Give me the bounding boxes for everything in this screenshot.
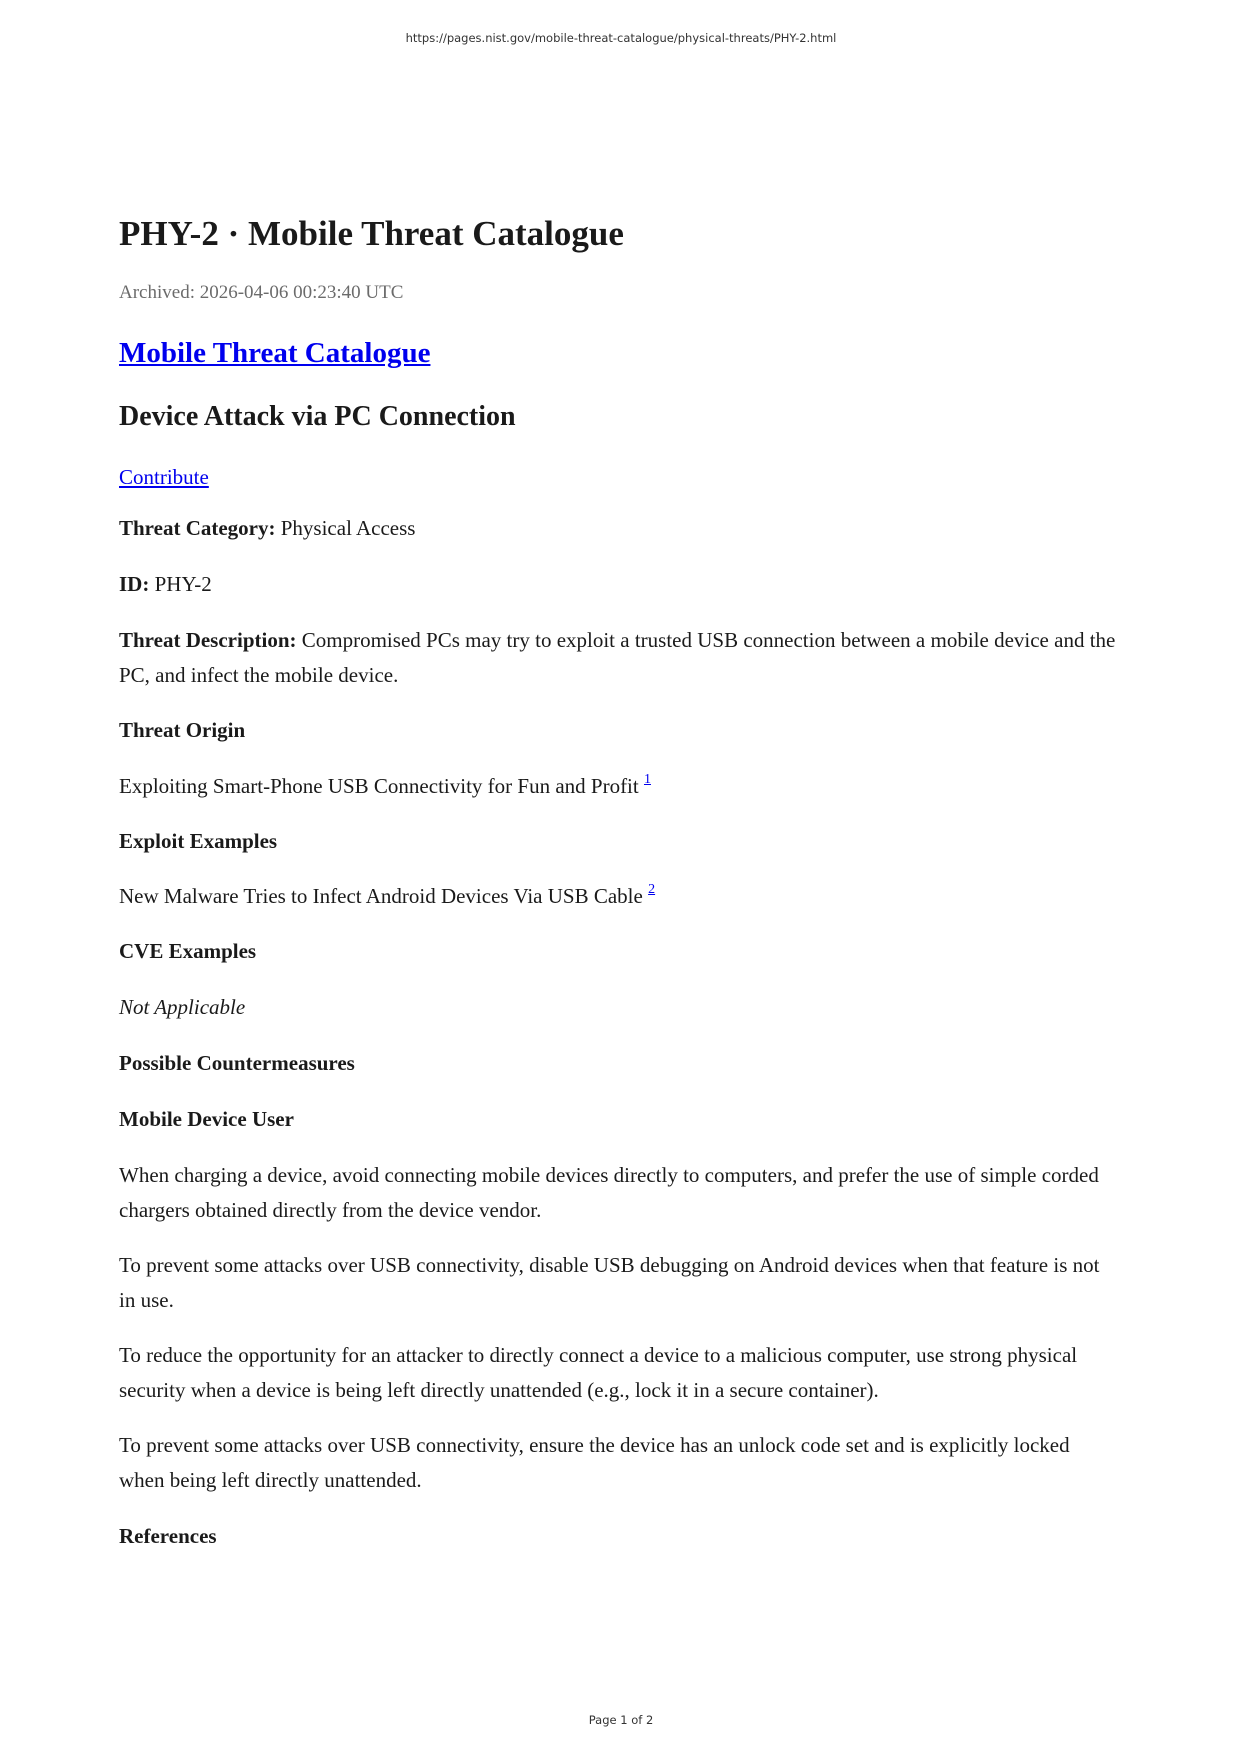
- archived-timestamp: Archived: 2026-04-06 00:23:40 UTC: [119, 282, 404, 303]
- print-header-url: https://pages.nist.gov/mobile-threat-catalogue/physical-threats/PHY-2.html: [405, 31, 837, 45]
- threat-id-value: PHY-2: [154, 572, 212, 596]
- threat-id-label: ID:: [119, 572, 150, 596]
- threat-title: Device Attack via PC Connection: [119, 401, 516, 432]
- threat-origin-text: Exploiting Smart-Phone USB Connectivity for Fun and Profit: [119, 774, 639, 798]
- threat-id: [119, 567, 1119, 602]
- exploit-examples-heading: Exploit Examples: [119, 829, 278, 853]
- countermeasure-paragraph: To prevent some attacks over USB connectivity, ensure the device has an unlock code set and is explicitly locked when being left directly unattended.: [119, 1433, 1070, 1492]
- page-title: PHY-2 · Mobile Threat Catalogue: [119, 214, 624, 253]
- contribute-link[interactable]: Contribute: [119, 465, 209, 489]
- threat-category: [119, 511, 1119, 546]
- footnote-ref-2[interactable]: 2: [648, 882, 656, 897]
- countermeasure-paragraph: To reduce the opportunity for an attacker to directly connect a device to a malicious computer, use strong physical security when a device is being left directly unattended (e.g., lock it in a secure container).: [119, 1343, 1078, 1402]
- cve-examples-value: Not Applicable: [119, 995, 246, 1019]
- threat-description-value: Compromised PCs may try to exploit a trusted USB connection between a mobile device and the PC, and infect the mobile device.: [119, 628, 1116, 687]
- threat-origin-heading: Threat Origin: [119, 718, 246, 742]
- mobile-device-user-heading: Mobile Device User: [119, 1107, 294, 1131]
- countermeasure-paragraph: To prevent some attacks over USB connectivity, disable USB debugging on Android devices when that feature is not in use.: [119, 1253, 1100, 1312]
- page-number: Page 1 of 2: [588, 1713, 654, 1727]
- catalogue-link[interactable]: Mobile Threat Catalogue: [119, 337, 431, 369]
- document-content: [119, 210, 1119, 1554]
- references-heading: References: [119, 1524, 217, 1548]
- exploit-example-item: [119, 879, 1119, 914]
- threat-description-label: Threat Description:: [119, 628, 297, 652]
- threat-origin-item: [119, 769, 1119, 804]
- cve-examples-heading: CVE Examples: [119, 939, 257, 963]
- threat-category-value: Physical Access: [280, 516, 416, 540]
- threat-description: [119, 623, 1119, 693]
- threat-category-label: Threat Category:: [119, 516, 276, 540]
- countermeasures-heading: Possible Countermeasures: [119, 1051, 355, 1075]
- exploit-example-text: New Malware Tries to Infect Android Devices Via USB Cable: [119, 884, 643, 908]
- footnote-ref-1[interactable]: 1: [643, 772, 651, 787]
- countermeasure-paragraph: When charging a device, avoid connecting mobile devices directly to computers, and prefer the use of simple corded chargers obtained directly from the device vendor.: [119, 1163, 1099, 1222]
- contribute-paragraph: [119, 460, 1119, 495]
